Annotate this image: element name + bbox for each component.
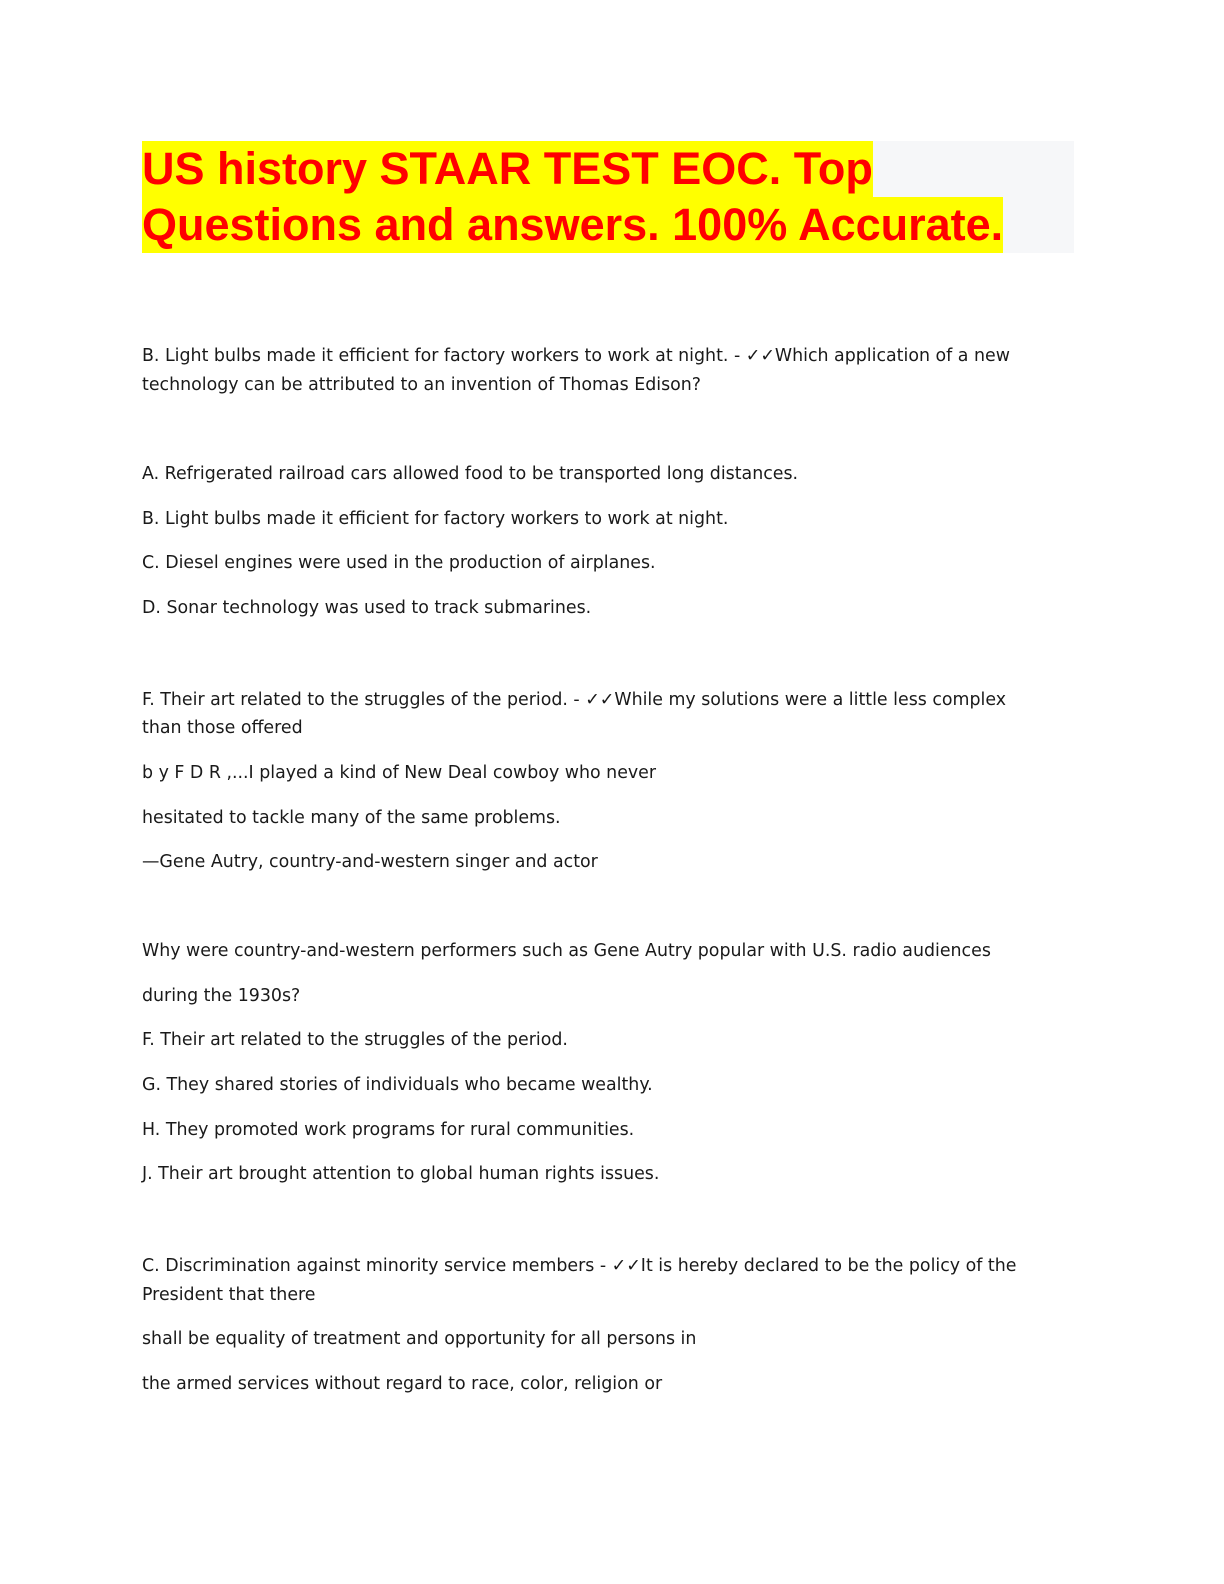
q1-option-c: C. Diesel engines were used in the production of airplanes. <box>142 553 656 573</box>
document-title-line-1: US history STAAR TEST EOC. Top <box>142 141 873 197</box>
q2-option-g: G. They shared stories of individuals who became wealthy. <box>142 1075 653 1095</box>
q2-quote-line-1: than those offered <box>142 718 303 738</box>
q1-option-b: B. Light bulbs made it efficient for factory workers to work at night. <box>142 509 729 529</box>
q2-answer-line: F. Their art related to the struggles of the period. - ✓✓While my solutions were a little less complex <box>142 690 1007 710</box>
q2-option-j: J. Their art brought attention to global human rights issues. <box>142 1164 660 1184</box>
q3-quote-line-1: President that there <box>142 1285 316 1305</box>
q2-option-h: H. They promoted work programs for rural communities. <box>142 1120 635 1140</box>
q2-question-line-1: Why were country-and-western performers such as Gene Autry popular with U.S. radio audiences <box>142 941 991 961</box>
q1-question-line: technology can be attributed to an invention of Thomas Edison? <box>142 375 702 395</box>
q2-question-line-2: during the 1930s? <box>142 986 301 1006</box>
q1-answer-line: B. Light bulbs made it efficient for factory workers to work at night. - ✓✓Which application of a new <box>142 346 1010 366</box>
q2-quote-line-3: hesitated to tackle many of the same problems. <box>142 808 561 828</box>
q3-quote-line-3: the armed services without regard to race, color, religion or <box>142 1374 663 1394</box>
q3-answer-line: C. Discrimination against minority service members - ✓✓It is hereby declared to be the policy of the <box>142 1256 1017 1276</box>
q2-option-f: F. Their art related to the struggles of the period. <box>142 1030 568 1050</box>
q3-quote-line-2: shall be equality of treatment and opportunity for all persons in <box>142 1329 697 1349</box>
q2-quote-line-2: b y F D R ,...I played a kind of New Deal cowboy who never <box>142 763 657 783</box>
q2-quote-attribution: —Gene Autry, country-and-western singer and actor <box>142 852 598 872</box>
q1-option-a: A. Refrigerated railroad cars allowed food to be transported long distances. <box>142 464 799 484</box>
q1-option-d: D. Sonar technology was used to track submarines. <box>142 598 592 618</box>
document-title-line-2: Questions and answers. 100% Accurate. <box>142 197 1003 253</box>
